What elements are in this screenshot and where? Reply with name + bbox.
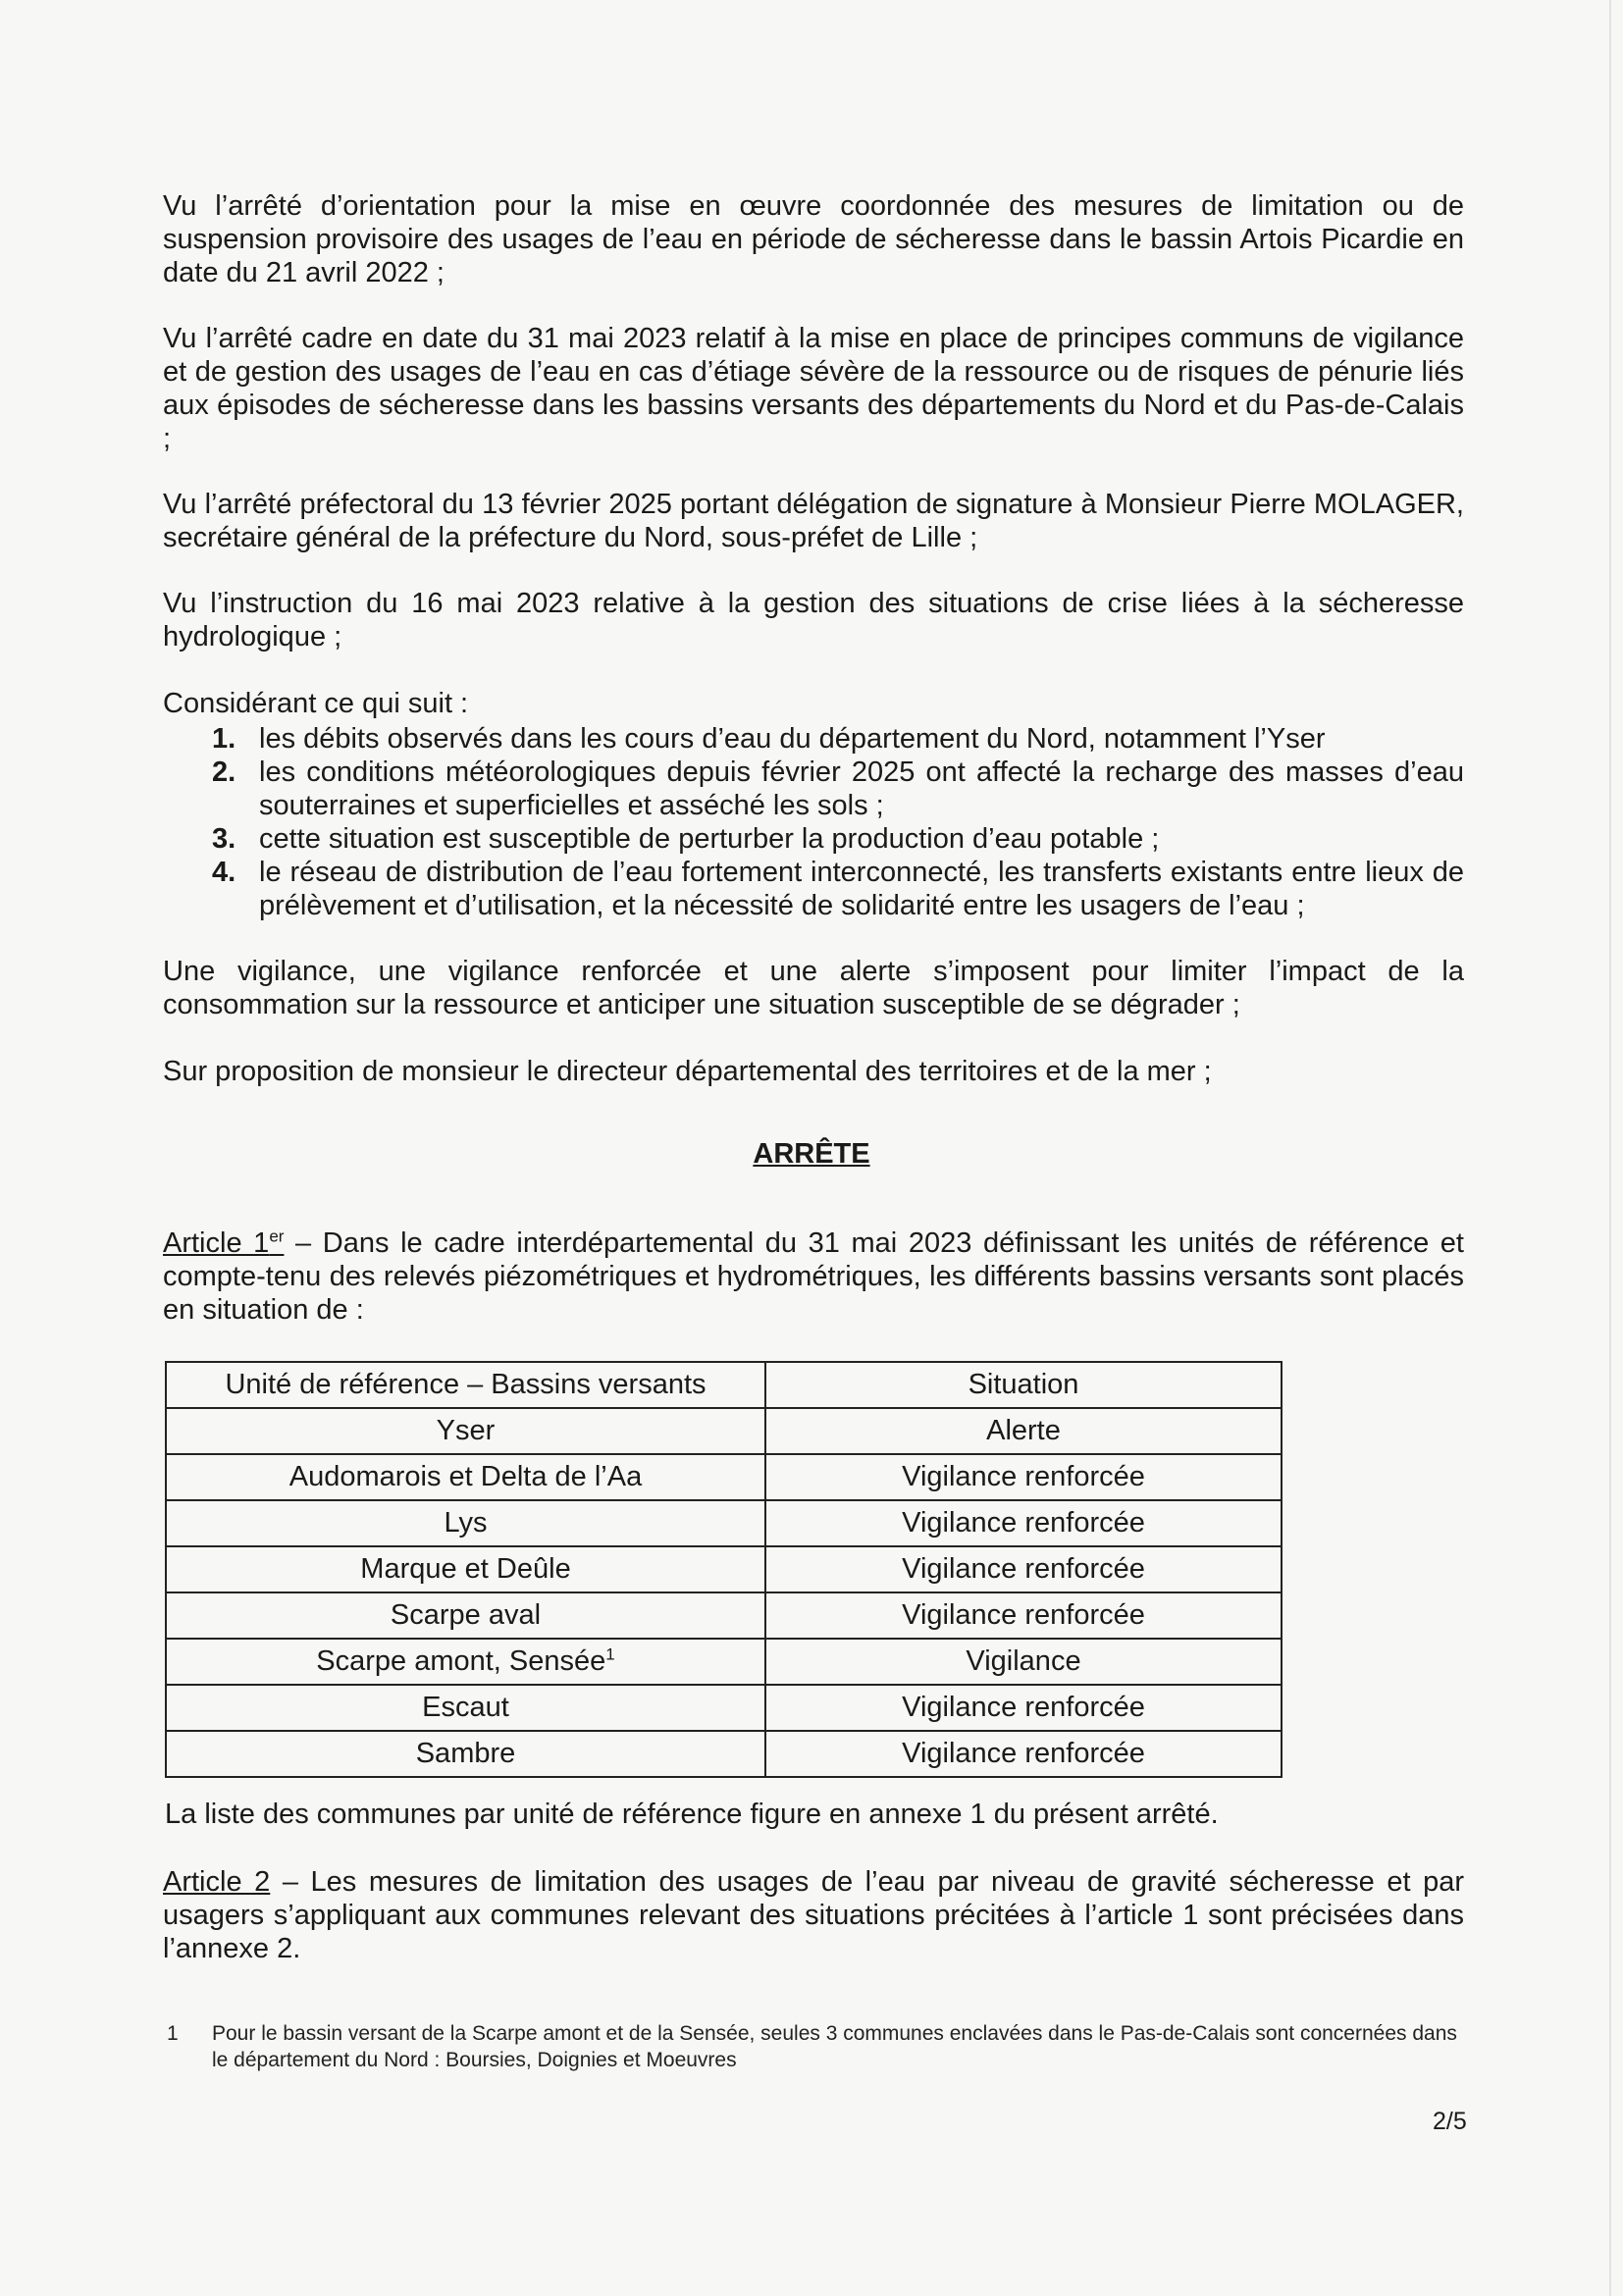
column-header-situation: Situation [765,1362,1282,1408]
list-number: 3. [212,823,236,855]
cell-unit [166,1639,765,1685]
article-1-text: – Dans le cadre interdépartemental du 31 mai 2023 définissant les unités de référence et compte-tenu des relevés piézométriques et hydrométriques, les différents bassins versants sont placés en situation de : [163,1227,1464,1326]
cell-unit: Audomarois et Delta de l’Aa [166,1454,765,1500]
cell-unit: Marque et Deûle [166,1546,765,1592]
list-item [163,822,1464,856]
cell-situation: Alerte [765,1408,1282,1454]
table-row [166,1731,1282,1777]
list-text: cette situation est susceptible de perturber la production d’eau potable ; [259,823,1160,855]
article-1-label-sup: er [269,1226,285,1246]
article-2-label: Article 2 [163,1866,271,1898]
situations-table [165,1361,1283,1778]
page-number: 2/5 [1433,2108,1467,2135]
list-item [163,756,1464,822]
list-text: les conditions météorologiques depuis février 2025 ont affecté la recharge des masses d’eau souterraines et superficielles et asséché les sols ; [259,757,1464,821]
cell-unit: Yser [166,1408,765,1454]
cell-unit: Sambre [166,1731,765,1777]
footnote-text: Pour le bassin versant de la Scarpe amont et de la Sensée, seules 3 communes enclavées dans le Pas-de-Calais sont concernées dans le département du Nord : Boursies, Doignies et Moeuvres [212,2022,1457,2071]
table-row [166,1685,1282,1731]
list-number: 2. [212,757,236,788]
column-header-unit: Unité de référence – Bassins versants [166,1362,765,1408]
footnote-ref: 1 [605,1644,615,1664]
article-1 [163,1226,1464,1327]
list-text: les débits observés dans les cours d’eau du département du Nord, notamment l’Yser [259,723,1326,755]
considerant-heading: Considérant ce qui suit : [163,688,469,719]
cell-situation: Vigilance renforcée [765,1731,1282,1777]
list-number: 1. [212,723,236,755]
considerant-list [163,722,1464,922]
cell-situation: Vigilance renforcée [765,1685,1282,1731]
cell-unit-text: Scarpe amont, Sensée [316,1645,606,1677]
article-1-label-text: Article 1 [163,1227,270,1259]
paragraph-proposition: Sur proposition de monsieur le directeur départemental des territoires et de la mer ; [163,1056,1212,1087]
cell-unit: Lys [166,1500,765,1546]
footnote [163,2020,1478,2073]
article-2-text: – Les mesures de limitation des usages de l’eau par niveau de gravité sécheresse et par usagers s’appliquant aux communes relevant des situations précitées à l’article 1 sont précisées dans l’annexe 2. [163,1866,1464,1964]
cell-unit: Scarpe aval [166,1592,765,1639]
article-2 [163,1865,1464,1965]
table-row [166,1546,1282,1592]
cell-situation: Vigilance renforcée [765,1500,1282,1546]
cell-situation: Vigilance renforcée [765,1454,1282,1500]
annex-note: La liste des communes par unité de référence figure en annexe 1 du présent arrêté. [165,1799,1219,1830]
table-row [166,1639,1282,1685]
paragraph-arrete-prefectoral: Vu l’arrêté préfectoral du 13 février 2025 portant délégation de signature à Monsieur Pierre MOLAGER, secrétaire général de la préfecture du Nord, sous-préfet de Lille ; [163,489,1464,553]
paragraph-arrete-cadre: Vu l’arrêté cadre en date du 31 mai 2023 relatif à la mise en place de principes communs de vigilance et de gestion des usages de l’eau en cas d’étiage sévère de la ressource ou de risques de pénurie liés aux épisodes de sécheresse dans les bassins versants des départements du Nord et du Pas-de-Calais ; [163,323,1464,454]
list-item [163,856,1464,922]
table-row [166,1592,1282,1639]
table-header-row [166,1362,1282,1408]
paragraph-vigilance: Une vigilance, une vigilance renforcée et une alerte s’imposent pour limiter l’impact de la consommation sur la ressource et anticiper une situation susceptible de se dégrader ; [163,956,1464,1020]
cell-situation: Vigilance [765,1639,1282,1685]
paragraph-instruction: Vu l’instruction du 16 mai 2023 relative à la gestion des situations de crise liées à la sécheresse hydrologique ; [163,588,1464,652]
list-text: le réseau de distribution de l’eau fortement interconnecté, les transferts existants entre lieux de prélèvement et d’utilisation, et la nécessité de solidarité entre les usagers de l’eau ; [259,857,1464,921]
footnote-number: 1 [167,2022,179,2045]
arrete-title: ARRÊTE [753,1138,870,1170]
paragraph-arrete-orientation: Vu l’arrêté d’orientation pour la mise en œuvre coordonnée des mesures de limitation ou de suspension provisoire des usages de l’eau en période de sécheresse dans le bassin Artois Picardie en date du 21 avril 2022 ; [163,190,1464,288]
table-row [166,1408,1282,1454]
list-number: 4. [212,857,236,888]
cell-unit: Escaut [166,1685,765,1731]
cell-situation: Vigilance renforcée [765,1546,1282,1592]
list-item [163,722,1464,756]
table-row [166,1454,1282,1500]
cell-situation: Vigilance renforcée [765,1592,1282,1639]
table-row [166,1500,1282,1546]
article-1-label [163,1227,284,1259]
